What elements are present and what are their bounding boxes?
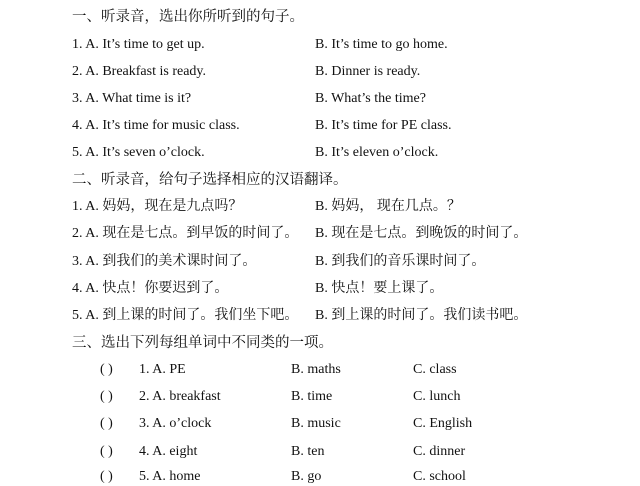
s2-q4-option-a: 4. A. 快点！你要迟到了。	[72, 281, 229, 296]
s3-q3-option-b: B. music	[291, 416, 341, 431]
s2-q3-option-b: B. 到我们的音乐课时间了。	[315, 254, 486, 269]
s3-q1-option-b: B. maths	[291, 362, 341, 377]
s1-q4-option-b: B. It’s time for PE class.	[315, 118, 452, 133]
s2-q2-option-a: 2. A. 现在是七点。到早饭的时间了。	[72, 226, 299, 241]
s1-q4-option-a: 4. A. It’s time for music class.	[72, 118, 240, 133]
s3-q4-option-c: C. dinner	[413, 444, 466, 459]
s2-q3-option-a: 3. A. 到我们的美术课时间了。	[72, 254, 257, 269]
s3-q1-answer-blank[interactable]: ( )	[100, 362, 113, 377]
s3-q5-option-a: 5. A. home	[139, 469, 201, 484]
s2-q1-option-a: 1. A. 妈妈，现在是九点吗？	[72, 199, 243, 214]
s3-q4-answer-blank[interactable]: ( )	[100, 444, 113, 459]
s3-q5-option-c: C. school	[413, 469, 466, 484]
s1-q1-option-a: 1. A. It’s time to get up.	[72, 37, 205, 52]
s1-q3-option-b: B. What’s the time?	[315, 91, 426, 106]
s3-q3-option-c: C. English	[413, 416, 473, 431]
s2-q1-option-b: B. 妈妈， 现在几点。？	[315, 199, 461, 214]
s3-q5-option-b: B. go	[291, 469, 322, 484]
s2-q5-option-b: B. 到上课的时间了。我们读书吧。	[315, 308, 528, 323]
s3-q2-option-b: B. time	[291, 389, 333, 404]
s1-q1-option-b: B. It’s time to go home.	[315, 37, 448, 52]
s3-q1-option-a: 1. A. PE	[139, 362, 186, 377]
s3-q1-option-c: C. class	[413, 362, 457, 377]
s3-q2-option-c: C. lunch	[413, 389, 461, 404]
s2-q2-option-b: B. 现在是七点。到晚饭的时间了。	[315, 226, 528, 241]
s1-q2-option-a: 2. A. Breakfast is ready.	[72, 64, 206, 79]
s3-q4-option-a: 4. A. eight	[139, 444, 198, 459]
s3-q3-option-a: 3. A. o’clock	[139, 416, 212, 431]
s3-q3-answer-blank[interactable]: ( )	[100, 416, 113, 431]
section-3-title: 三、选出下列每组单词中不同类的一项。	[72, 335, 333, 351]
s3-q4-option-b: B. ten	[291, 444, 325, 459]
s2-q4-option-b: B. 快点！要上课了。	[315, 281, 444, 296]
s1-q2-option-b: B. Dinner is ready.	[315, 64, 421, 79]
s3-q2-option-a: 2. A. breakfast	[139, 389, 221, 404]
section-2-title: 二、听录音，给句子选择相应的汉语翻译。	[72, 172, 348, 188]
s3-q5-answer-blank[interactable]: ( )	[100, 469, 113, 484]
section-1-title: 一、听录音，选出你所听到的句子。	[72, 9, 304, 25]
s2-q5-option-a: 5. A. 到上课的时间了。我们坐下吧。	[72, 308, 299, 323]
s3-q2-answer-blank[interactable]: ( )	[100, 389, 113, 404]
s1-q5-option-b: B. It’s eleven o’clock.	[315, 145, 439, 160]
s1-q5-option-a: 5. A. It’s seven o’clock.	[72, 145, 205, 160]
s1-q3-option-a: 3. A. What time is it?	[72, 91, 192, 106]
